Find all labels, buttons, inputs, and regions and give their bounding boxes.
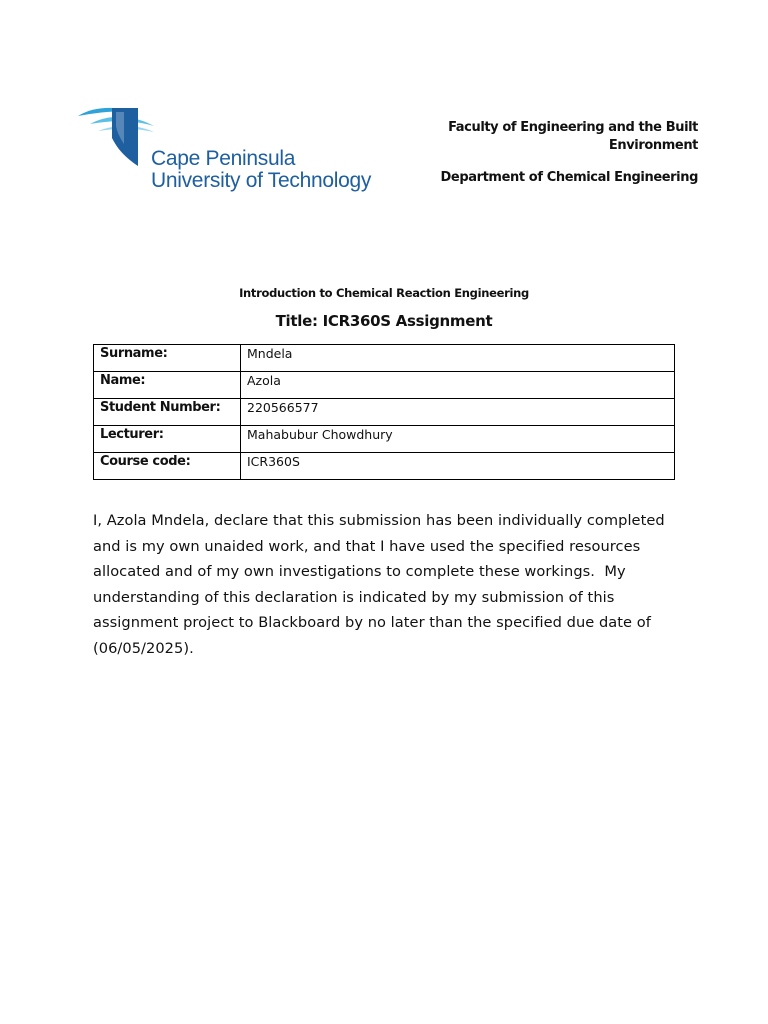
course-code-value: ICR360S [241,453,675,480]
course-code-label: Course code: [94,453,241,480]
logo-line-2: University of Technology [151,169,372,192]
student-info-table [93,344,675,480]
course-title: Introduction to Chemical Reaction Engineering [239,286,529,300]
table-row [94,372,675,399]
cput-logo [76,104,388,200]
faculty-name: Faculty of Engineering and the Built Environment [448,120,698,153]
lecturer-value: Mahabubur Chowdhury [241,426,675,453]
table-row [94,426,675,453]
lecturer-label: Lecturer: [94,426,241,453]
table-row [94,399,675,426]
declaration-paragraph: I, Azola Mndela, declare that this submission has been individually completed and is my own unaided work, and that I have used the specified resources allocated and of my own investigations to complete these workings. My understanding of this declaration is indicated by my submission of this assignment project to Blackboard by no later than the specified due date of (06/05/2025). [93,512,670,657]
document-title: Title: ICR360S Assignment [275,312,493,330]
logo-line-1: Cape Peninsula [151,147,296,170]
department-name: Department of Chemical Engineering [440,170,698,185]
table-row [94,345,675,372]
surname-value: Mndela [241,345,675,372]
name-value: Azola [241,372,675,399]
student-number-label: Student Number: [94,399,241,426]
surname-label: Surname: [94,345,241,372]
logo-wordmark [151,148,371,192]
student-number-value: 220566577 [241,399,675,426]
table-row [94,453,675,480]
faculty-block [398,119,698,187]
name-label: Name: [94,372,241,399]
cput-logo-icon [76,104,156,174]
